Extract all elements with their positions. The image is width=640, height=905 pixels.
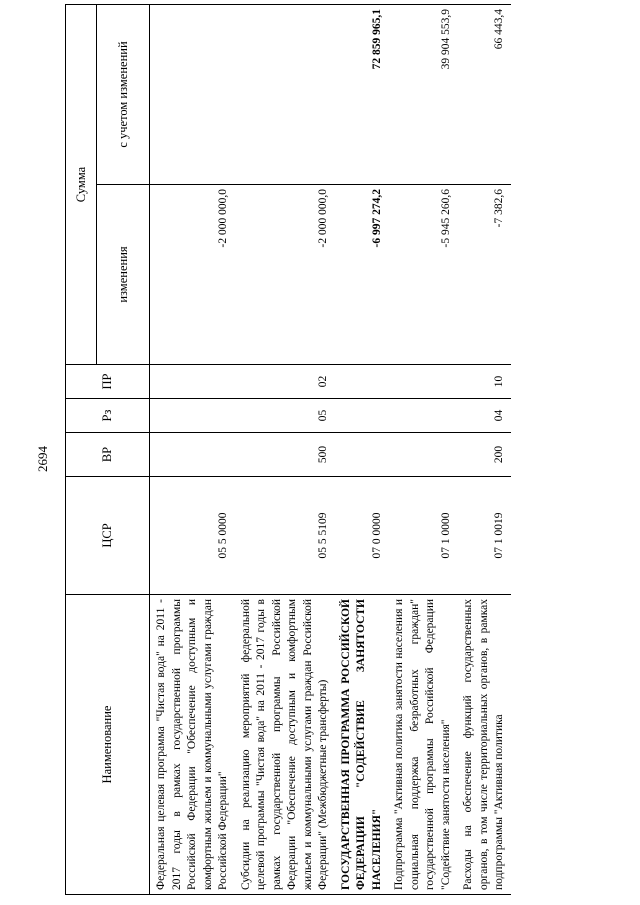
row-vr: 500 [235,433,335,477]
row-pr [335,365,389,399]
row-total: 66 443,4 [457,5,511,185]
row-rz: 04 [457,399,511,433]
row-pr [388,365,457,399]
row-pr: 10 [457,365,511,399]
row-change: -2 000 000,0 [150,185,235,365]
row-total [235,5,335,185]
header-rz: Рз [66,399,150,433]
table-row [388,5,457,895]
row-csr: 07 1 0000 [388,477,457,595]
row-vr: 200 [457,433,511,477]
row-name: Субсидии на реализацию мероприятий федеральной целевой программы "Чистая вода" на 2011 - 2017 годы в рамках государственной программы Российской Федерации "Обеспечение доступным и комфортным жильем и коммунальными услугами граждан Российской Федерации" (Межбюджетные трансферты) [235,595,335,895]
row-rz [150,399,235,433]
header-name: Наименование [66,595,150,895]
table-row [335,5,389,895]
row-pr [150,365,235,399]
table-row [150,5,235,895]
row-rz [335,399,389,433]
row-pr: 02 [235,365,335,399]
row-change: -7 382,6 [457,185,511,365]
row-name: Расходы на обеспечение функций государственных органов, в том числе территориальных органов, в рамках подпрограммы "Активная политика [457,595,511,895]
rotated-table-sheet [65,5,595,895]
row-rz: 05 [235,399,335,433]
row-rz [388,399,457,433]
row-csr: 05 5 5109 [235,477,335,595]
row-change: -2 000 000,0 [235,185,335,365]
row-csr: 05 5 0000 [150,477,235,595]
page-number: 2694 [35,446,50,472]
row-total [150,5,235,185]
header-pr: ПР [66,365,150,399]
row-vr [388,433,457,477]
header-changes: изменения [97,185,150,365]
row-name: Федеральная целевая программа "Чистая вода" на 2011 - 2017 годы в рамках государственной программы Российской Федерации "Обеспечение доступным и комфортным жильем и коммунальными услугами граждан Российской Федерации" [150,595,235,895]
header-row-1 [66,5,97,895]
row-change: -6 997 274,2 [335,185,389,365]
table-row [235,5,335,895]
header-with-changes: с учетом изменений [97,5,150,185]
row-csr: 07 0 0000 [335,477,389,595]
row-csr: 07 1 0019 [457,477,511,595]
row-change: -5 945 260,6 [388,185,457,365]
row-vr [335,433,389,477]
table-row [457,5,511,895]
row-name: ГОСУДАРСТВЕННАЯ ПРОГРАММА РОССИЙСКОЙ ФЕДЕРАЦИИ "СОДЕЙСТВИЕ ЗАНЯТОСТИ НАСЕЛЕНИЯ" [335,595,389,895]
header-vr: ВР [66,433,150,477]
header-sum: Сумма [66,5,97,365]
row-name: Подпрограмма "Активная политика занятости населения и социальная поддержка безработных граждан" государственной программы Российской Федерации "Содействие занятости населения" [388,595,457,895]
row-total: 72 859 965,1 [335,5,389,185]
budget-table [65,4,511,895]
header-csr: ЦСР [66,477,150,595]
row-vr [150,433,235,477]
table-body [150,5,511,895]
row-total: 39 904 553,9 [388,5,457,185]
